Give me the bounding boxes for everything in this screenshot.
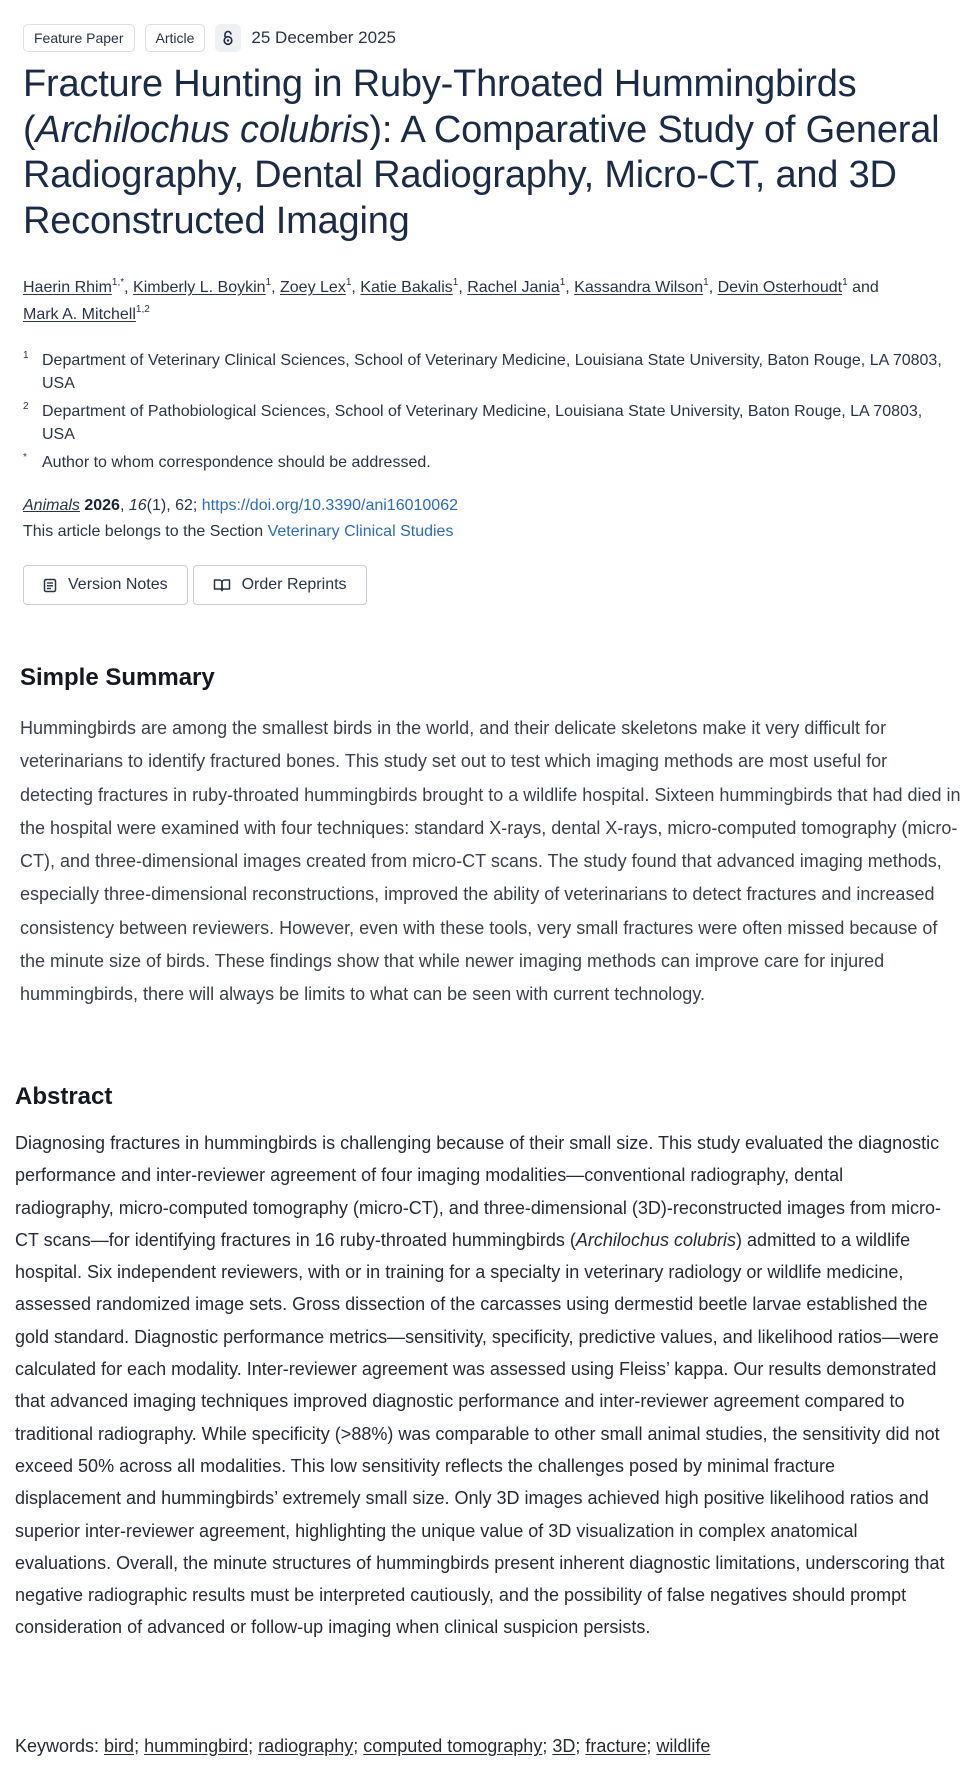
- simple-summary-heading: Simple Summary: [20, 664, 215, 691]
- version-notes-button[interactable]: [23, 565, 188, 605]
- separator: ;: [575, 1736, 586, 1756]
- citation-volume: 16: [128, 497, 147, 514]
- version-notes-label: Version Notes: [68, 576, 168, 593]
- author-affiliation-sup: 1,2: [135, 304, 150, 315]
- keywords: [15, 1732, 710, 1760]
- separator: ;: [353, 1736, 364, 1756]
- article-actions: [23, 565, 372, 605]
- keyword-link[interactable]: bird: [104, 1736, 135, 1756]
- abstract-text-part: Diagnosing fractures in hummingbirds is challenging because of their small size. This study evaluated the diagnostic performance and inter-reviewer agreement of four imaging modalities—conventional radiography, dental radiography, micro-computed tomography (micro-CT), and three-dimensional (3D)-reconstructed images from micro-CT scans—for identifying fractures in 16 ruby-throated hummingbirds (: [15, 1133, 941, 1250]
- affiliations: [23, 349, 958, 479]
- separator: ;: [646, 1736, 657, 1756]
- section-prefix: This article belongs to the Section: [23, 523, 268, 540]
- section-link[interactable]: Veterinary Clinical Studies: [267, 523, 454, 540]
- author-link[interactable]: Mark A. Mitchell: [23, 306, 136, 323]
- keyword-link[interactable]: radiography: [258, 1736, 354, 1756]
- separator: ,: [351, 279, 361, 296]
- separator: and: [847, 279, 879, 296]
- article-title: [23, 62, 963, 244]
- affiliation-mark: 2: [23, 401, 29, 412]
- affiliation-text: Department of Pathobiological Sciences, School of Veterinary Medicine, Louisiana State University, Baton Rouge, LA 70803, USA: [42, 403, 923, 443]
- separator: ,: [565, 279, 575, 296]
- affiliation-text: Author to whom correspondence should be addressed.: [42, 454, 431, 471]
- abstract-text-part: ) admitted to a wildlife hospital. Six independent reviewers, with or in training for a specialty in veterinary radiology or wildlife medicine, assessed randomized image sets. Gross dissection of the carcasses using dermestid beetle larvae established the gold standard. Diagnostic performance metrics—sensitivity, specificity, predictive values, and likelihood ratios—were calculated for each modality. Inter-reviewer agreement was assessed using Fleiss’ kappa. Our results demonstrated that advanced imaging techniques improved diagnostic performance and inter-reviewer agreement compared to traditional radiography. While specificity (>88%) was comparable to other small animal studies, the sensitivity did not exceed 50% across all modalities. This low sensitivity reflects the challenges posed by minimal fracture displacement and hummingbirds’ extremely small size. Only 3D images achieved high positive likelihood ratios and superior inter-reviewer agreement, highlighting the unique value of 3D visualization in complex anatomical evaluations. Overall, the minute structures of hummingbirds present inherent diagnostic limitations, underscoring that negative radiographic results must be interpreted cautiously, and the possibility of false negatives should prompt consideration of advanced or follow-up imaging when clinical suspicion persists.: [15, 1229, 945, 1638]
- simple-summary-text: Hummingbirds are among the smallest birds in the world, and their delicate skeletons make it very difficult for veterinarians to identify fractured bones. This study set out to test which imaging methods are most useful for detecting fractures in ruby-throated hummingbirds brought to a wildlife hospital. Sixteen hummingbirds that had died in the hospital were examined with four techniques: standard X-rays, dental X-rays, micro-computed tomography (micro-CT), and three-dimensional images created from micro-CT scans. The study found that advanced imaging methods, especially three-dimensional reconstructions, improved the ability of veterinarians to detect fractures and increased consistency between reviewers. However, even with these tools, very small fractures were often missed because of the minute size of birds. These findings show that while newer imaging methods can improve care for injured hummingbirds, there will always be limits to what can be seen with current technology.: [20, 718, 961, 1005]
- separator: ,: [458, 279, 468, 296]
- affiliation-mark: *: [23, 452, 27, 463]
- doi-link[interactable]: https://doi.org/10.3390/ani16010062: [201, 497, 458, 514]
- author-affiliation-sup: 1: [703, 277, 709, 288]
- author-link[interactable]: Devin Osterhoudt: [717, 279, 843, 296]
- title-text: ): A Comparative Study of General Radiography, Dental Radiography, Micro-CT, and 3D Reconstructed Imaging: [23, 108, 940, 242]
- author-affiliation-sup: 1: [559, 277, 566, 288]
- publication-date: 25 December 2025: [251, 28, 396, 47]
- title-species: Archilochus colubris: [35, 108, 370, 151]
- abstract-species: Archilochus colubris: [575, 1229, 736, 1250]
- author-link[interactable]: Katie Bakalis: [360, 279, 453, 296]
- keywords-label: Keywords:: [15, 1736, 105, 1756]
- correspondence-note: [23, 451, 958, 474]
- author-link[interactable]: Kassandra Wilson: [574, 279, 704, 296]
- author-link[interactable]: Haerin Rhim: [23, 279, 112, 296]
- journal-link[interactable]: Animals: [23, 497, 80, 514]
- separator: ;: [248, 1736, 259, 1756]
- author-affiliation-sup: 1,*: [111, 277, 125, 288]
- author-affiliation-sup: 1: [842, 277, 848, 288]
- citation-year: 2026: [84, 497, 120, 514]
- author-affiliation-sup: 1: [265, 277, 272, 288]
- affiliation-mark: 1: [23, 350, 29, 361]
- citation-issue-pages: (1), 62;: [146, 497, 202, 514]
- feature-paper-badge: Feature Paper: [23, 24, 135, 52]
- affiliation-item: [23, 349, 958, 395]
- affiliation-item: [23, 400, 958, 446]
- title-text: Fracture Hunting in Ruby-Throated Hummingbirds (: [23, 63, 857, 151]
- separator: ,: [708, 279, 718, 296]
- order-reprints-label: Order Reprints: [241, 576, 347, 593]
- open-book-icon: [213, 578, 231, 592]
- separator: ,: [271, 279, 280, 296]
- keyword-link[interactable]: 3D: [552, 1736, 576, 1756]
- abstract-heading: Abstract: [15, 1083, 113, 1110]
- article-header: [23, 24, 396, 52]
- keyword-link[interactable]: hummingbird: [144, 1736, 249, 1756]
- abstract-text: [15, 1127, 945, 1644]
- open-access-lock-icon: [215, 24, 241, 52]
- section-line: [23, 519, 458, 545]
- affiliation-text: Department of Veterinary Clinical Sciences, School of Veterinary Medicine, Louisiana State University, Baton Rouge, LA 70803, USA: [42, 352, 942, 392]
- keyword-link[interactable]: wildlife: [656, 1736, 711, 1756]
- author-link[interactable]: Zoey Lex: [280, 279, 346, 296]
- citation-block: [23, 493, 458, 545]
- author-list: [23, 274, 953, 328]
- author-link[interactable]: Rachel Jania: [467, 279, 560, 296]
- keyword-link[interactable]: fracture: [585, 1736, 647, 1756]
- separator: ;: [542, 1736, 553, 1756]
- author-link[interactable]: Kimberly L. Boykin: [133, 279, 266, 296]
- author-affiliation-sup: 1: [452, 277, 459, 288]
- separator: ;: [134, 1736, 145, 1756]
- order-reprints-button[interactable]: [193, 565, 367, 605]
- notes-icon: [43, 578, 57, 593]
- keyword-link[interactable]: computed tomography: [363, 1736, 543, 1756]
- citation-line: Animals 2026, 16(1), 62; https://doi.org/10.3390/ani16010062: [23, 497, 458, 514]
- article-type-badge: Article: [145, 24, 206, 52]
- separator: ,: [124, 279, 134, 296]
- author-affiliation-sup: 1: [345, 277, 352, 288]
